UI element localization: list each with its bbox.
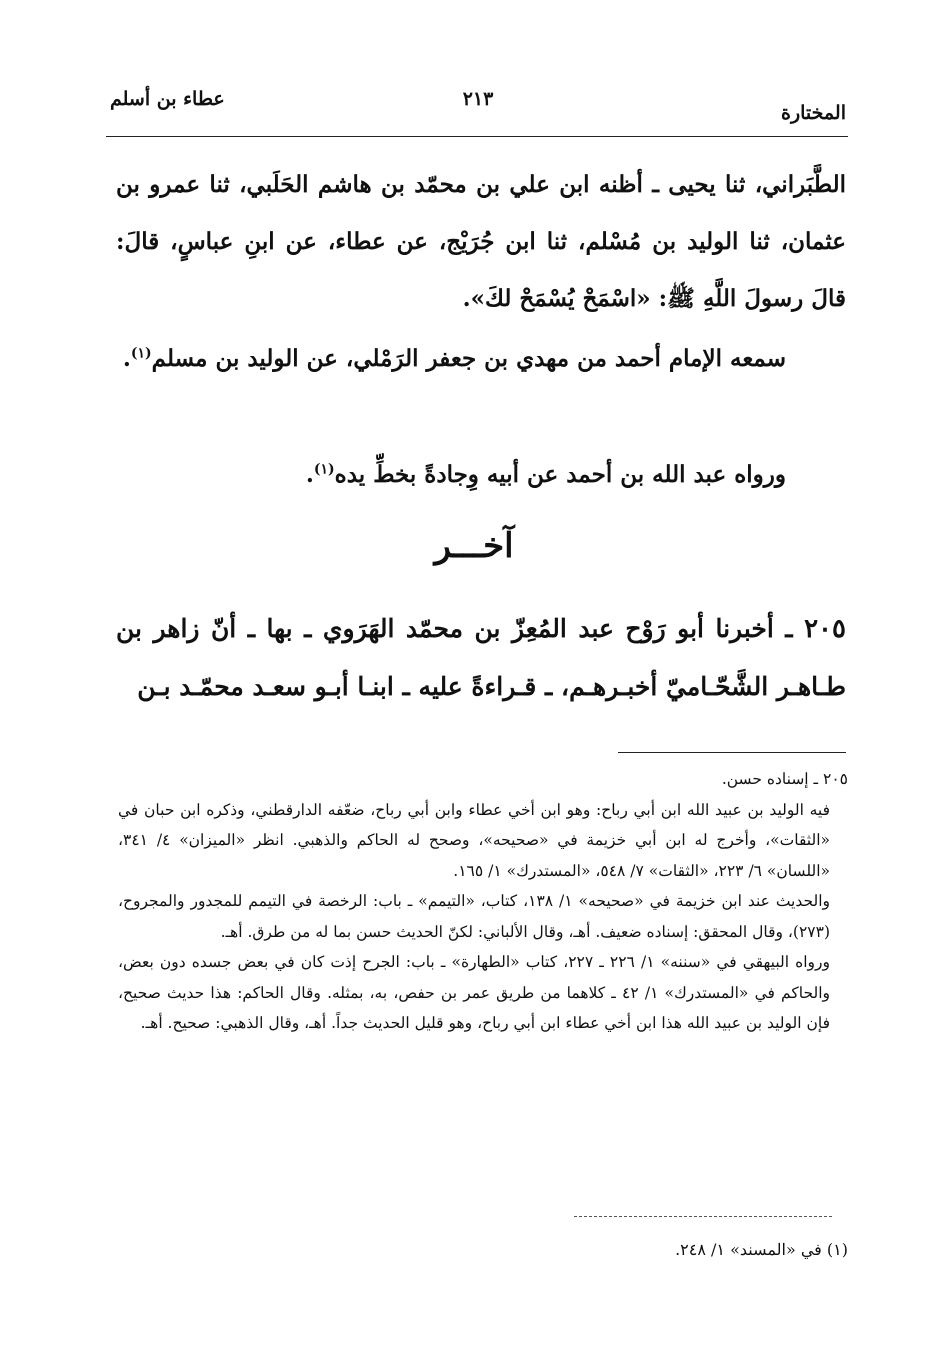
- main-paragraph-1: [116, 156, 846, 327]
- footnote-ref: (١): [313, 461, 335, 478]
- paragraph-line: [116, 446, 846, 503]
- footnote-rule: [618, 752, 846, 753]
- hadith-number: ٢٠٥: [804, 614, 846, 644]
- footnote-dashed-rule: [574, 1216, 832, 1217]
- page-number: ٢١٣: [462, 88, 494, 110]
- end-marker-heading: آخـــر: [434, 526, 514, 566]
- note-ibn-khuzaymah: والحديث عند ابن خزيمة في «صحيحه» ١/ ١٣٨، كتاب، «التيمم» ـ باب: الرخصة في التيمم للمجدور والمجروح، (٢٧٣)، وقال المحقق: إسناده ضعيف. أهـ، وقال الألباني: لكنّ الحديث حسن بما له من طرق. أهـ.: [118, 892, 831, 941]
- paragraph-line: [116, 600, 846, 715]
- paragraph-end: .: [305, 461, 314, 488]
- paragraph-line: [116, 330, 846, 387]
- note-grading: ٢٠٥ ـ إسناده حسن.: [721, 770, 848, 788]
- commentary-notes: [118, 764, 848, 1039]
- paragraph-text: الطَّبَراني، ثنا يحيى ـ أظنه ابن علي بن محمّد بن هاشم الحَلَبي، ثنا عمرو بن عثمان، ثنا الوليد بن مُسْلم، ثنا ابن جُرَيْج، عن عطاء، عن ابنِ عباسٍ، قالَ: قالَ رسولَ اللَّهِ ﷺ: «اسْمَحْ يُسْمَحْ لكَ».: [116, 171, 846, 312]
- paragraph-text: ورواه عبد الله بن أحمد عن أبيه وِجادةً بخطِّ يده: [334, 461, 786, 488]
- section-title: عطاء بن أسلم: [110, 88, 225, 110]
- paragraph-text: سمعه الإمام أحمد من مهدي بن جعفر الرَمْلي، عن الوليد بن مسلم: [151, 345, 786, 372]
- footnote-ref: (١): [130, 345, 152, 362]
- book-title: المختارة: [781, 102, 846, 124]
- main-paragraph-2: [116, 330, 846, 387]
- footnote-1: (١) في «المسند» ١/ ٢٤٨.: [675, 1240, 848, 1259]
- hadith-205-paragraph: [116, 600, 846, 715]
- paragraph-end: .: [122, 345, 131, 372]
- running-header: [110, 88, 846, 128]
- note-narrator: فيه الوليد بن عبيد الله ابن أبي رباح: وهو ابن أخي عطاء وابن أبي رباح، ضعّفه الدارقطني، وذكره ابن حبان في «الثقات»، وأخرج له ابن أبي خزيمة في «صحيحه»، وصحح له الحاكم والذهبي. انظر «الميزان» ٤/ ٣٤١، «اللسان» ٦/ ٢٢٣، «الثقات» ٧/ ٥٤٨، «المستدرك» ١/ ١٦٥.: [118, 800, 830, 880]
- header-rule: [106, 136, 848, 137]
- paragraph-text: ـ أخبرنا أبو رَوْح عبد المُعِزّ بن محمّد الهَرَوي ـ بها ـ أنّ زاهر بن طـاهـر الشَّحّـاميّ أخبـرهـم، ـ قـراءةً عليه ـ ابنـا أبـو سعـد محمّـد بـن: [116, 614, 846, 701]
- note-bayhaqi: ورواه البيهقي في «سننه» ١/ ٢٢٦ ـ ٢٢٧، كتاب «الطهارة» ـ باب: الجرح إذت كان في بعض جسده دون بعض، والحاكم في «المستدرك» ١/ ٤٢ ـ كلاهما من طريق عمر بن حفص، به، بمثله. وقال الحاكم: هذا حديث صحيح، فإن الوليد بن عبيد الله هذا ابن أخي عطاء ابن أبي رباح، وهو قليل الحديث جداً. أهـ، وقال الذهبي: صحيح. أهـ.: [118, 953, 830, 1032]
- main-paragraph-3: [116, 446, 846, 503]
